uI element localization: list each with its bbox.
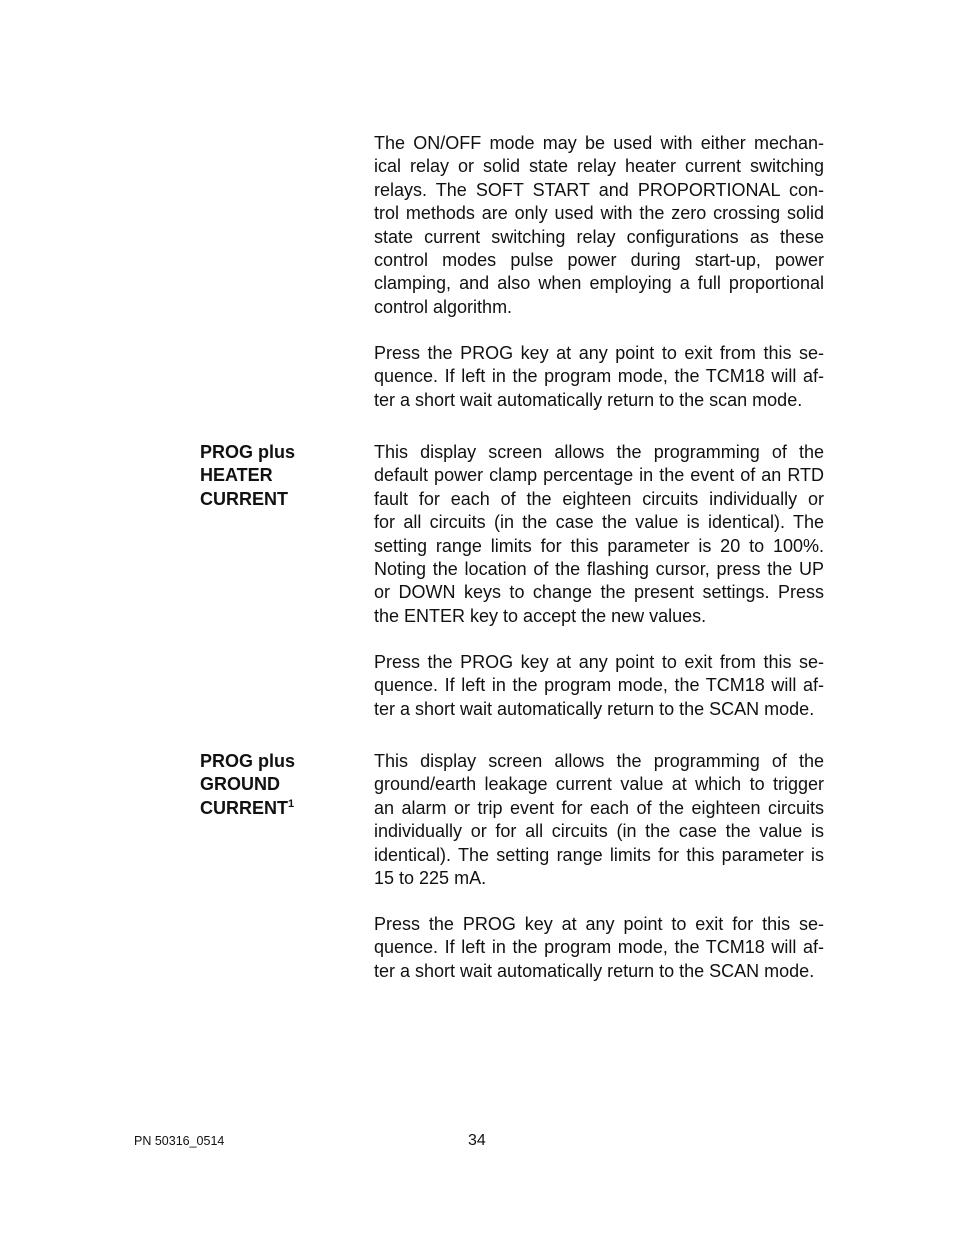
- text-line: quence. If left in the program mode, the TCM18 will af-: [374, 366, 824, 387]
- text-line: ical relay or solid state relay heater current switching: [374, 156, 824, 177]
- heading-line: PROG plus: [200, 442, 296, 462]
- part-number: PN 50316_0514: [134, 1134, 225, 1148]
- ground-current-exit-paragraph: [374, 913, 824, 983]
- heater-current-heading: [200, 441, 350, 511]
- text-line: Press the PROG key at any point to exit from this se-: [374, 343, 824, 363]
- heater-current-exit-paragraph: [374, 651, 824, 721]
- on-off-mode-paragraph: [374, 132, 824, 319]
- heading-line: HEATER: [200, 465, 273, 486]
- heading-line: PROG plus: [200, 751, 296, 771]
- text-line: the ENTER key to accept the new values.: [374, 605, 707, 626]
- text-line: Noting the location of the flashing cursor, press the UP: [374, 559, 824, 580]
- text-line: This display screen allows the programming of the: [374, 442, 824, 462]
- ground-current-paragraph: [374, 750, 824, 890]
- text-line: 15 to 225 mA.: [374, 868, 487, 889]
- text-line: ter a short wait automatically return to the SCAN mode.: [374, 698, 815, 719]
- text-line: control algorithm.: [374, 296, 513, 317]
- text-line: This display screen allows the programming of the: [374, 751, 824, 771]
- text-line: for all circuits (in the case the value is identical). The: [374, 512, 824, 533]
- footnote-marker: 1: [288, 797, 295, 810]
- heading-line: GROUND: [200, 774, 280, 795]
- text-line: individually or for all circuits (in the case the value is: [374, 821, 824, 842]
- text-line: ground/earth leakage current value at which to trigger: [374, 774, 824, 795]
- text-line: quence. If left in the program mode, the TCM18 will af-: [374, 675, 824, 696]
- text-line: fault for each of the eighteen circuits individually or: [374, 488, 824, 509]
- text-line: state current switching relay configurations as these: [374, 226, 824, 247]
- text-line: clamping, and also when employing a full proportional: [374, 273, 824, 294]
- heading-text: CURRENT: [200, 797, 288, 818]
- heading-line: CURRENT: [200, 488, 288, 509]
- page-number: 34: [468, 1132, 486, 1149]
- text-line: control modes pulse power during start-up, power: [374, 250, 824, 271]
- text-line: The ON/OFF mode may be used with either mechan-: [374, 133, 824, 153]
- heading-line-with-footnote: [200, 797, 350, 820]
- text-line: ter a short wait automatically return to the SCAN mode.: [374, 960, 815, 981]
- text-line: relays. The SOFT START and PROPORTIONAL con-: [374, 179, 824, 200]
- ground-current-heading: [200, 750, 350, 820]
- text-line: or DOWN keys to change the present settings. Press: [374, 582, 824, 603]
- text-line: setting range limits for this parameter is 20 to 100%.: [374, 535, 824, 556]
- text-line: an alarm or trip event for each of the eighteen circuits: [374, 797, 824, 818]
- text-line: quence. If left in the program mode, the TCM18 will af-: [374, 937, 824, 958]
- text-line: Press the PROG key at any point to exit for this se-: [374, 914, 824, 934]
- text-line: trol methods are only used with the zero crossing solid: [374, 203, 824, 224]
- text-line: identical). The setting range limits for this parameter is: [374, 844, 824, 865]
- on-off-exit-paragraph: [374, 342, 824, 412]
- text-line: Press the PROG key at any point to exit from this se-: [374, 652, 824, 672]
- heater-current-paragraph: [374, 441, 824, 628]
- text-line: default power clamp percentage in the event of an RTD: [374, 465, 824, 486]
- text-line: ter a short wait automatically return to the scan mode.: [374, 389, 803, 410]
